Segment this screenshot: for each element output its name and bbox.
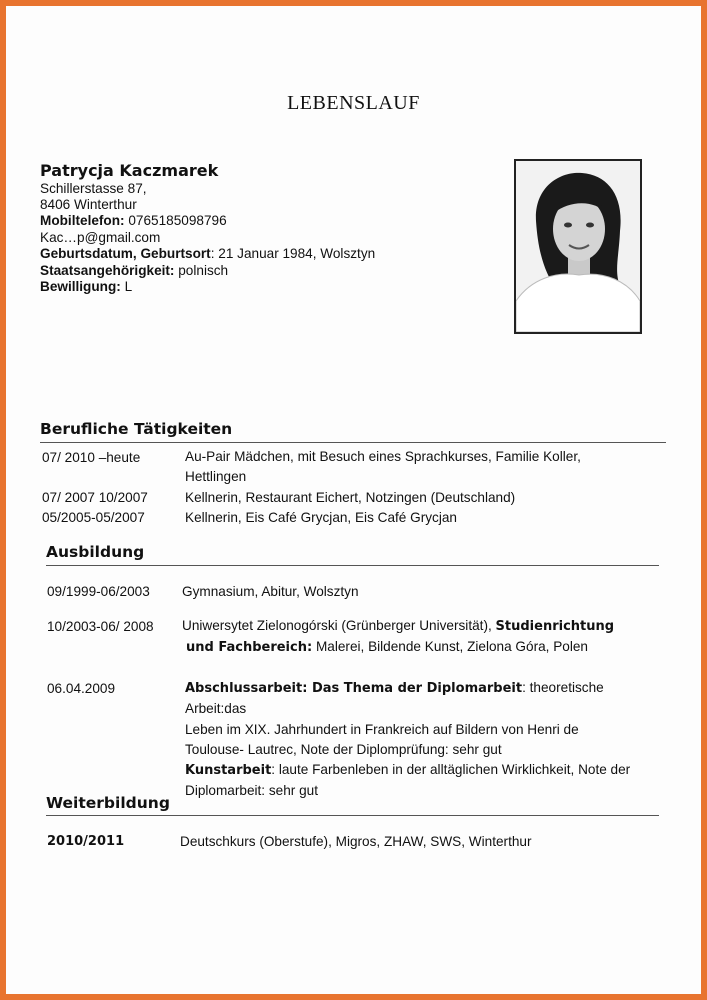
birth-line (40, 246, 375, 261)
berufliche-item-2-desc: Kellnerin, Restaurant Eichert, Notzingen (Deutschland) (185, 490, 516, 505)
street-address: Schillerstasse 87, (40, 181, 147, 196)
ausbildung-item-3-bold-b: Kunstarbeit (185, 763, 272, 779)
weiterbildung-divider (46, 815, 659, 816)
ausbildung-item-2-bold-b: und Fachbereich: (186, 640, 313, 656)
email-line: Kac…p@gmail.com (40, 230, 161, 245)
ausbildung-item-3-line5: Diplomarbeit: sehr gut (185, 783, 318, 799)
weiterbildung-heading: Weiterbildung (46, 794, 170, 812)
ausbildung-item-3-date: 06.04.2009 (47, 681, 116, 696)
ausbildung-item-3-text-a: : theoretische Arbeit:das (185, 680, 604, 717)
ausbildung-item-2-bold-a: Studienrichtung (495, 619, 615, 634)
berufliche-heading: Berufliche Tätigkeiten (40, 420, 233, 438)
weiterbildung-item-1-date: 2010/2011 (47, 834, 125, 849)
berufliche-item-3-desc: Kellnerin, Eis Café Grycjan, Eis Café Grycjan (185, 510, 457, 525)
berufliche-item-1-date: 07/ 2010 –heute (42, 450, 141, 465)
cv-page (6, 6, 701, 994)
citizenship-label: Staatsangehörigkeit: (40, 263, 175, 278)
city-address: 8406 Winterthur (40, 197, 137, 212)
ausbildung-item-2-text-a: Uniwersytet Zielonogórski (Grünberger Universität), (182, 618, 496, 633)
phone-line (40, 213, 227, 228)
ausbildung-item-2-text-b: Malerei, Bildende Kunst, Zielona Góra, Polen (312, 639, 588, 655)
ausbildung-item-1-desc: Gymnasium, Abitur, Wolsztyn (182, 584, 359, 599)
ausbildung-item-3-line3: Toulouse- Lautrec, Note der Diplomprüfung: sehr gut (185, 741, 502, 757)
berufliche-item-2-date: 07/ 2007 10/2007 (42, 490, 148, 505)
berufliche-item-3-date: 05/2005-05/2007 (42, 510, 145, 525)
ausbildung-item-2-date: 10/2003-06/ 2008 (47, 619, 154, 634)
permit-line (40, 279, 132, 294)
ausbildung-item-3-bold-a: Abschlussarbeit: Das Thema der Diplomarbeit (185, 681, 523, 696)
page-title: LEBENSLAUF (287, 92, 420, 114)
weiterbildung-item-1-desc: Deutschkurs (Oberstufe), Migros, ZHAW, SWS, Winterthur (180, 834, 532, 849)
phone-label: Mobiltelefon: (40, 213, 125, 228)
portrait-photo (514, 159, 642, 334)
berufliche-divider (40, 442, 666, 443)
ausbildung-heading: Ausbildung (46, 543, 145, 561)
ausbildung-item-3-line2: Leben im XIX. Jahrhundert in Frankreich auf Bildern von Henri de (185, 721, 579, 737)
ausbildung-item-3-desc (185, 678, 665, 802)
birth-value: : 21 Januar 1984, Wolsztyn (210, 246, 376, 261)
ausbildung-item-3-text-b: : laute Farbenleben in der alltäglichen Wirklichkeit, Note der (271, 762, 631, 778)
ausbildung-item-1-date: 09/1999-06/2003 (47, 584, 150, 599)
applicant-name: Patrycja Kaczmarek (40, 161, 219, 180)
ausbildung-divider (46, 565, 659, 566)
berufliche-item-1-line2: Hettlingen (185, 469, 247, 485)
citizenship-line (40, 263, 228, 278)
berufliche-item-1-desc (185, 447, 655, 488)
birth-label: Geburtsdatum, Geburtsort (40, 246, 211, 261)
permit-label: Bewilligung: (40, 279, 121, 294)
permit-value: L (120, 279, 133, 294)
phone-value: 0765185098796 (124, 213, 227, 228)
ausbildung-item-2-desc (182, 616, 662, 659)
berufliche-item-1-line1: Au-Pair Mädchen, mit Besuch eines Sprachkurses, Familie Koller, (185, 449, 581, 464)
citizenship-value: polnisch (174, 263, 229, 278)
